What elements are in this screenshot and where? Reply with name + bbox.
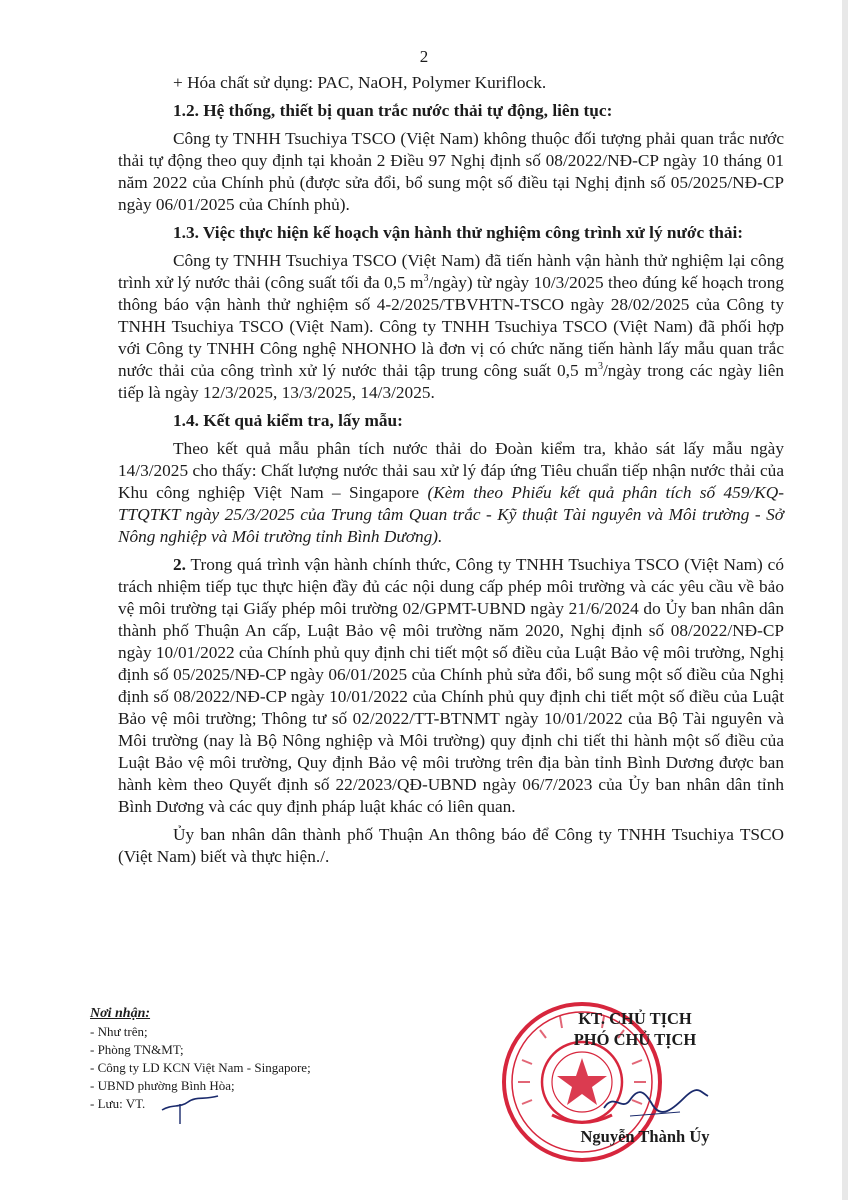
recipient-item: - Phòng TN&MT; xyxy=(90,1042,184,1057)
document-body xyxy=(118,72,784,874)
handwritten-signature xyxy=(600,1082,710,1122)
heading-1-2: 1.2. Hệ thống, thiết bị quan trắc nước thải tự động, liên tục: xyxy=(173,101,613,120)
closing-paragraph: Ủy ban nhân dân thành phố Thuận An thông báo để Công ty TNHH Tsuchiya TSCO (Việt Nam) biết và thực hiện./. xyxy=(118,825,784,866)
paragraph-1-3-part-b: /ngày) từ ngày 10/3/2025 theo đúng kế hoạch trong thông báo vận hành thử nghiệm số 4-2/2025/TBVHTN-TSCO ngày 28/02/2025 của Công ty TNHH Tsuchiya TSCO (Việt Nam). Công ty TNHH Tsuchiya TSCO (Việt Nam) đã phối hợp với Công ty TNHH Công nghệ NHONHO là đơn vị có chức năng tiến hành lấy mẫu quan trắc nước thải của công trình xử lý nước thải tập trung công suất 0,5 m xyxy=(118,273,784,380)
signature-block xyxy=(500,1008,770,1050)
recipient-item: - Như trên; xyxy=(90,1024,148,1039)
recipient-item: - UBND phường Bình Hòa; xyxy=(90,1078,235,1093)
signer-role-1: KT. CHỦ TỊCH xyxy=(578,1009,692,1028)
scan-edge xyxy=(842,0,848,1200)
initials-scribble xyxy=(160,1090,220,1126)
paragraph-1-4-italic-note: (Kèm theo Phiếu kết quả phân tích số 459/KQ-TTQTKT ngày 25/3/2025 của Trung tâm Quan trắc - Kỹ thuật Tài nguyên và Môi trường - Sở Nông nghiệp và Môi trường tỉnh Bình Dương). xyxy=(118,483,784,546)
paragraph-2-text: Trong quá trình vận hành chính thức, Công ty TNHH Tsuchiya TSCO (Việt Nam) có trách nhiệm tiếp tục thực hiện đầy đủ các nội dung cấp phép môi trường và các yêu cầu về bảo vệ môi trường tại Giấy phép môi trường 02/GPMT-UBND ngày 21/6/2024 do Ủy ban nhân dân thành phố Thuận An cấp, Luật Bảo vệ môi trường năm 2020, Nghị định số 08/2022/NĐ-CP ngày 10/01/2022 của Chính phủ quy định chi tiết một số điều của Luật Bảo vệ môi trường, Nghị định số 05/2025/NĐ-CP ngày 06/01/2025 của Chính phủ sửa đổi, bổ sung một số điều của Nghị định số 08/2022/NĐ-CP ngày 10/01/2022 của Chính phủ quy định chi tiết một số điều của Luật Bảo vệ môi trường; Thông tư số 02/2022/TT-BTNMT ngày 10/01/2022 của Bộ Tài nguyên và Môi trường (nay là Bộ Nông nghiệp và Môi trường) quy định chi tiết thi hành một số điều của Luật Bảo vệ môi trường, Quy định Bảo vệ môi trường trên địa bàn tỉnh Bình Dương được ban hành kèm theo Quyết định số 22/2023/QĐ-UBND ngày 06/7/2023 của Ủy ban nhân dân tỉnh Bình Dương và các quy định pháp luật khác có liên quan. xyxy=(118,555,784,816)
recipient-item: - Lưu: VT. xyxy=(90,1096,146,1111)
paragraph-1-3 xyxy=(118,250,784,404)
page-number: 2 xyxy=(419,47,429,66)
superscript-3: 3 xyxy=(597,361,603,373)
signer-role-2: PHÓ CHỦ TỊCH xyxy=(573,1030,697,1049)
paragraph-1-3-part-c: /ngày trong các ngày liên tiếp là ngày 12/3/2025, 13/3/2025, 14/3/2025. xyxy=(118,361,785,402)
chemicals-line: + Hóa chất sử dụng: PAC, NaOH, Polymer Kuriflock. xyxy=(173,73,547,92)
recipients-title: Nơi nhận: xyxy=(90,1006,151,1021)
heading-1-3: 1.3. Việc thực hiện kế hoạch vận hành thử nghiệm công trình xử lý nước thải: xyxy=(173,223,744,242)
paragraph-1-4-text: Theo kết quả mẫu phân tích nước thải do Đoàn kiểm tra, khảo sát lấy mẫu ngày 14/3/2025 cho thấy: Chất lượng nước thải sau xử lý đáp ứng Tiêu chuẩn tiếp nhận nước thải của Khu công nghiệp Việt Nam – Singapore xyxy=(118,439,784,502)
paragraph-1-2: Công ty TNHH Tsuchiya TSCO (Việt Nam) không thuộc đối tượng phải quan trắc nước thải tự động theo quy định tại khoản 2 Điều 97 Nghị định số 08/2022/NĐ-CP ngày 10 tháng 01 năm 2022 của Chính phủ (được sửa đổi, bổ sung một số điều tại Nghị định số 05/2025/NĐ-CP ngày 06/01/2025 của Chính phủ). xyxy=(118,129,784,214)
paragraph-1-3-part-a: Công ty TNHH Tsuchiya TSCO (Việt Nam) đã tiến hành vận hành thử nghiệm lại công trình xử lý nước thải (công suất tối đa 0,5 m xyxy=(118,251,784,292)
paragraph-2 xyxy=(118,554,784,818)
recipient-item: - Công ty LD KCN Việt Nam - Singapore; xyxy=(90,1060,311,1075)
paragraph-1-4 xyxy=(118,438,784,548)
paragraph-2-number: 2. xyxy=(173,555,186,574)
heading-1-4: 1.4. Kết quả kiểm tra, lấy mẫu: xyxy=(173,411,403,430)
superscript-3: 3 xyxy=(423,273,429,285)
signer-name: Nguyễn Thành Úy xyxy=(580,1127,710,1146)
